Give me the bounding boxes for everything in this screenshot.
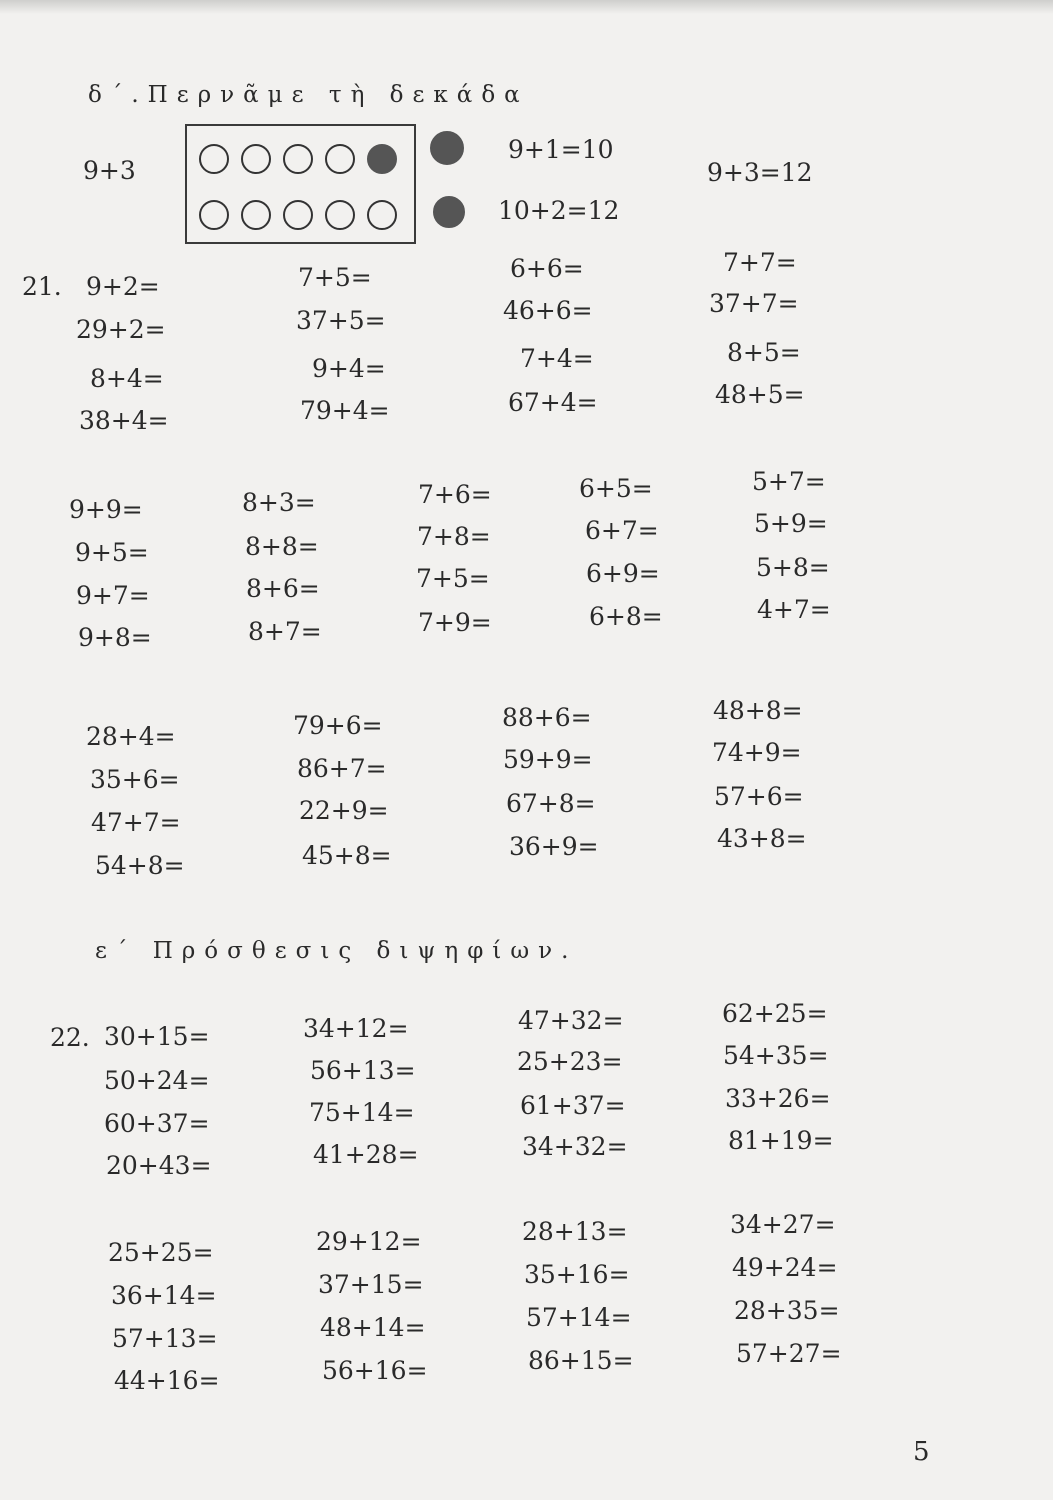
empty-circle-icon [241, 200, 271, 230]
exercise-item: 57+13= [112, 1324, 218, 1353]
exercise-item: 37+15= [318, 1270, 424, 1299]
section-d-heading: δ΄.Περνᾶμε τὴ δεκάδα [88, 82, 529, 108]
exercise-item: 75+14= [309, 1098, 415, 1127]
exercise-item: 7+4= [520, 344, 594, 373]
section-e-heading: ε΄ Πρόσθεσις διψηφίων. [95, 938, 578, 964]
exercise-number: 22. [50, 1023, 90, 1052]
exercise-item: 28+35= [734, 1296, 840, 1325]
exercise-item: 5+9= [754, 509, 828, 538]
example-expression: 9+3 [83, 156, 136, 185]
exercise-item: 48+5= [715, 380, 805, 409]
exercise-item: 25+25= [108, 1238, 214, 1267]
exercise-item: 6+8= [589, 602, 663, 631]
exercise-item: 9+7= [76, 581, 150, 610]
exercise-item: 6+7= [585, 516, 659, 545]
exercise-item: 29+12= [316, 1227, 422, 1256]
exercise-item: 30+15= [104, 1022, 210, 1051]
equation: 9+1=10 [508, 135, 614, 164]
exercise-item: 9+9= [69, 495, 143, 524]
equation: 10+2=12 [498, 196, 620, 225]
exercise-item: 5+8= [756, 553, 830, 582]
exercise-item: 67+8= [506, 789, 596, 818]
exercise-item: 44+16= [114, 1366, 220, 1395]
exercise-item: 9+4= [312, 354, 386, 383]
empty-circle-icon [367, 200, 397, 230]
exercise-item: 47+7= [91, 808, 181, 837]
exercise-item: 25+23= [517, 1047, 623, 1076]
exercise-item: 7+6= [418, 480, 492, 509]
exercise-item: 35+16= [524, 1260, 630, 1289]
exercise-item: 38+4= [79, 406, 169, 435]
ten-frame-box [185, 124, 416, 244]
exercise-item: 8+8= [245, 532, 319, 561]
exercise-item: 54+8= [95, 851, 185, 880]
exercise-item: 56+13= [310, 1056, 416, 1085]
exercise-item: 20+43= [106, 1151, 212, 1180]
exercise-item: 48+8= [713, 696, 803, 725]
exercise-item: 43+8= [717, 824, 807, 853]
exercise-item: 9+5= [75, 538, 149, 567]
exercise-item: 6+9= [586, 559, 660, 588]
exercise-item: 50+24= [104, 1066, 210, 1095]
exercise-number: 21. [22, 272, 62, 301]
exercise-item: 54+35= [723, 1041, 829, 1070]
exercise-item: 37+7= [709, 289, 799, 318]
filled-circle-icon [430, 131, 464, 165]
exercise-item: 8+5= [727, 338, 801, 367]
filled-circle-icon [367, 144, 397, 174]
exercise-item: 8+7= [248, 617, 322, 646]
exercise-item: 7+5= [416, 564, 490, 593]
exercise-item: 41+28= [313, 1140, 419, 1169]
empty-circle-icon [325, 200, 355, 230]
exercise-item: 4+7= [757, 595, 831, 624]
empty-circle-icon [199, 144, 229, 174]
exercise-item: 57+6= [714, 782, 804, 811]
exercise-item: 57+14= [526, 1303, 632, 1332]
empty-circle-icon [325, 144, 355, 174]
exercise-item: 47+32= [518, 1006, 624, 1035]
exercise-item: 67+4= [508, 388, 598, 417]
exercise-item: 62+25= [722, 999, 828, 1028]
empty-circle-icon [283, 144, 313, 174]
exercise-item: 49+24= [732, 1253, 838, 1282]
exercise-item: 9+2= [86, 272, 160, 301]
exercise-item: 60+37= [104, 1109, 210, 1138]
exercise-item: 8+4= [90, 364, 164, 393]
exercise-item: 6+5= [579, 474, 653, 503]
exercise-item: 79+4= [300, 396, 390, 425]
exercise-item: 22+9= [299, 796, 389, 825]
exercise-item: 88+6= [502, 703, 592, 732]
exercise-item: 36+9= [509, 832, 599, 861]
exercise-item: 6+6= [510, 254, 584, 283]
exercise-item: 36+14= [111, 1281, 217, 1310]
exercise-item: 35+6= [90, 765, 180, 794]
exercise-item: 74+9= [712, 738, 802, 767]
exercise-item: 7+8= [417, 522, 491, 551]
exercise-item: 28+13= [522, 1217, 628, 1246]
filled-circle-icon [433, 196, 465, 228]
exercise-item: 45+8= [302, 841, 392, 870]
exercise-item: 7+5= [298, 263, 372, 292]
page-number: 5 [913, 1437, 930, 1467]
equation: 9+3=12 [707, 158, 813, 187]
empty-circle-icon [283, 200, 313, 230]
exercise-item: 46+6= [503, 296, 593, 325]
exercise-item: 86+7= [297, 754, 387, 783]
exercise-item: 48+14= [320, 1313, 426, 1342]
exercise-item: 37+5= [296, 306, 386, 335]
exercise-item: 61+37= [520, 1091, 626, 1120]
exercise-item: 5+7= [752, 467, 826, 496]
exercise-item: 34+12= [303, 1014, 409, 1043]
exercise-item: 59+9= [503, 745, 593, 774]
empty-circle-icon [199, 200, 229, 230]
exercise-item: 57+27= [736, 1339, 842, 1368]
exercise-item: 86+15= [528, 1346, 634, 1375]
exercise-item: 33+26= [725, 1084, 831, 1113]
empty-circle-icon [241, 144, 271, 174]
exercise-item: 34+32= [522, 1132, 628, 1161]
exercise-item: 79+6= [293, 711, 383, 740]
exercise-item: 81+19= [728, 1126, 834, 1155]
exercise-item: 34+27= [730, 1210, 836, 1239]
exercise-item: 8+6= [246, 574, 320, 603]
page-top-edge [0, 0, 1053, 14]
exercise-item: 9+8= [78, 623, 152, 652]
exercise-item: 28+4= [86, 722, 176, 751]
exercise-item: 7+9= [418, 608, 492, 637]
exercise-item: 8+3= [242, 488, 316, 517]
exercise-item: 7+7= [723, 248, 797, 277]
exercise-item: 29+2= [76, 315, 166, 344]
exercise-item: 56+16= [322, 1356, 428, 1385]
